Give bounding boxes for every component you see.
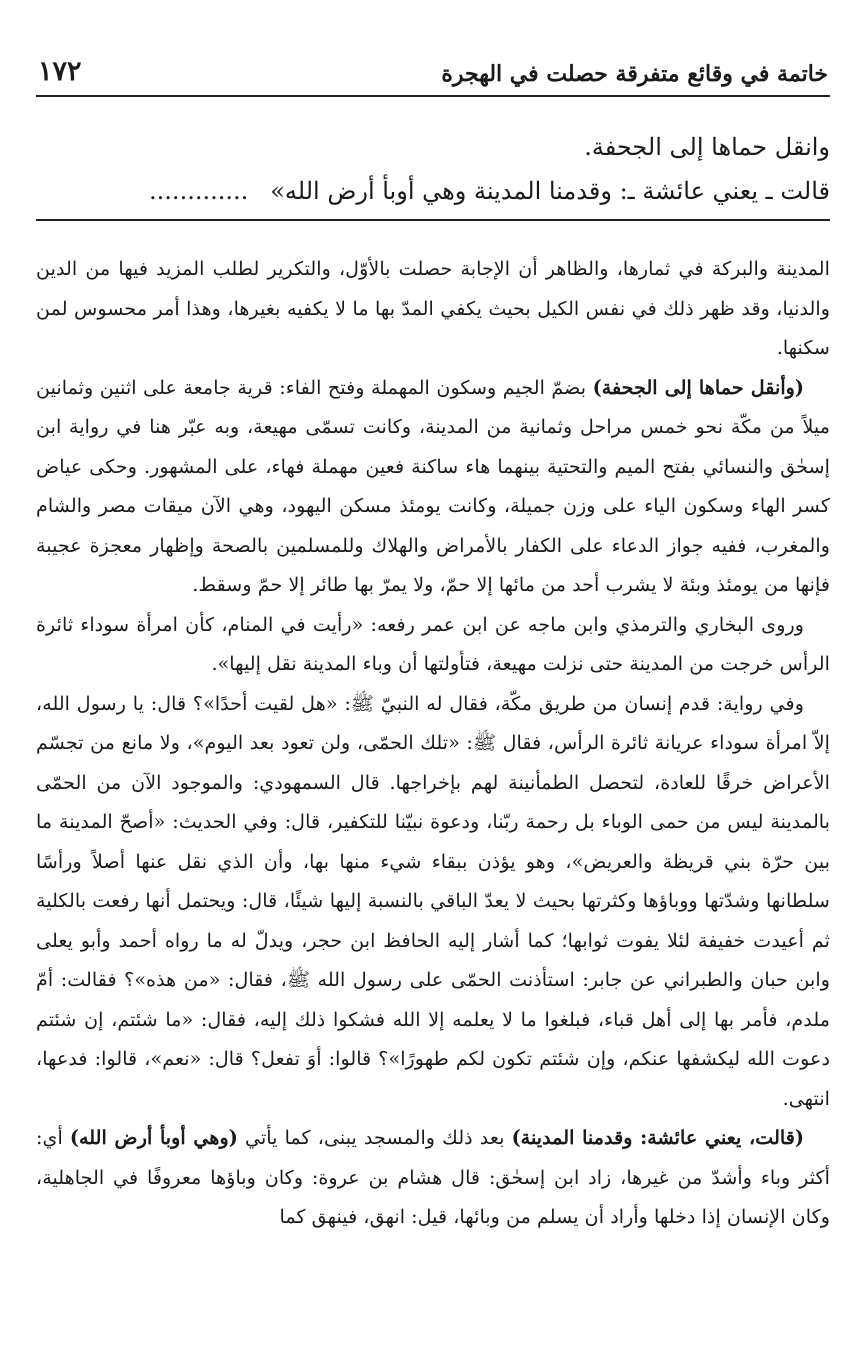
paragraph-2-body: بضمّ الجيم وسكون المهملة وفتح الفاء: قرية جامعة على اثنين وثمانين ميلاً من مكّة نحو خمس مراحل وثمانية من المدينة، وكانت تسمّى مهيعة، وبه عبّر هنا في رواية ابن إسحٰق والنسائي بفتح الميم والتحتية بينهما هاء ساكنة فعين مهملة فهاء، على المشهور. وحكى عياض كسر الهاء وسكون الياء على وزن جميلة، وكانت يومئذ مسكن اليهود، وهي الآن ميقات مصر والشام والمغرب، ففيه جواز الدعاء على الكفار بالأمراض والهلاك وللمسلمين بالصحة وإظهار معجزة عجيبة فإنها من يومئذ وبئة لا يشرب أحد من مائها إلا حمّ، ولا يمرّ بها طائر إلا حمّ وسقط. <box>36 375 830 596</box>
paragraph-5-body: أي: أكثر وباء وأشدّ من غيرها، زاد ابن إسحٰق: قال هشام بن عروة: وكان وباؤها معروفًا في الجاهلية، وكان الإنسان إذا دخلها وأراد أن يسلم من وبائها، قيل: انهق، فينهق كما <box>36 1126 830 1228</box>
hadith-line-1: وانقل حماها إلى الجحفة. <box>584 133 830 161</box>
page-number: ١٧٢ <box>38 56 82 87</box>
lemma-aisha: (قالت، يعني عائشة: وقدمنا المدينة) <box>511 1126 805 1149</box>
commentary-paragraph-5 <box>36 1118 830 1237</box>
paragraph-5-mid: بعد ذلك والمسجد يبنى، كما يأتي <box>237 1126 512 1149</box>
text-commentary-divider <box>36 219 830 221</box>
commentary-paragraph-3: وروى البخاري والترمذي وابن ماجه عن ابن عمر رفعه: «رأيت في المنام، كأن امرأة سوداء ثائرة الرأس خرجت من المدينة حتى نزلت مهيعة، فتأولتها أن وباء المدينة نقل إليها». <box>36 612 830 675</box>
commentary-paragraph-1: المدينة والبركة في ثمارها، والظاهر أن الإجابة حصلت بالأوّل، والتكرير لطلب المزيد فيها من الدين والدنيا، وقد ظهر ذلك في نفس الكيل بحيث يكفي المدّ بها ما لا يكفيه بغيرها، وهذا أمر محسوس لمن سكنها. <box>36 257 830 359</box>
running-title: خاتمة في وقائع متفرقة حصلت في الهجرة <box>441 61 828 87</box>
lemma-awba: (وهي أوبأ أرض الله) <box>69 1126 238 1149</box>
lemma-juhfa: (وأنقل حماها إلى الجحفة) <box>592 375 804 399</box>
hadith-ellipsis: ............. <box>149 177 249 205</box>
commentary-paragraph-4: وفي رواية: قدم إنسان من طريق مكّة، فقال له النبيّ ﷺ: «هل لقيت أحدًا»؟ قال: يا رسول الله، إلاّ امرأة سوداء عريانة ثائرة الرأس، فقال ﷺ: «تلك الحمّى، ولن تعود بعد اليوم»، ولا مانع من تجسّم الأعراض خرقًا للعادة، لتحصل الطمأنينة لهم بإخراجها. قال السمهودي: والموجود الآن من الحمّى بالمدينة ليس من حمى الوباء بل رحمة ربّنا، ودعوة نبيّنا للتكفير، قال: وفي الحديث: «أصحّ المدينة ما بين حرّة بني قريظة والعريض»، وهو يؤذن ببقاء شيء منها بها، وأن الذي نقل عنها أصلاً ورأسًا سلطانها وشدّتها ووباؤها وكثرتها بحيث لا يعدّ الباقي بالنسبة إليها شيئًا، قال: ويحتمل أنها رفعت بالكلية ثم أعيدت خفيفة لئلا يفوت ثوابها؛ كما أشار إليه الحافظ ابن حجر، ويدلّ له ما رواه أحمد وأبو يعلى وابن حبان والطبراني عن جابر: استأذنت الحمّى على رسول الله ﷺ، فقال: «من هذه»؟ فقالت: أمّ ملدم، فأمر بها إلى أهل قباء، فبلغوا ما لا يعلمه إلا الله فشكوا ذلك إليه، فقال: «ما شئتم، إن شئتم دعوت الله ليكشفها عنكم، وإن شئتم تكون لكم طهورًا»؟ قالوا: أوَ تفعل؟ قال: «نعم»، قالوا: فدعها، انتهى. <box>36 691 830 1110</box>
commentary-paragraph-2 <box>36 368 830 605</box>
page-header <box>36 56 830 97</box>
hadith-text <box>36 125 830 213</box>
hadith-line-2-text: قالت ـ يعني عائشة ـ: وقدمنا المدينة وهي أوبأ أرض الله» <box>270 177 830 205</box>
hadith-line-2 <box>36 169 830 213</box>
commentary <box>36 249 830 1237</box>
